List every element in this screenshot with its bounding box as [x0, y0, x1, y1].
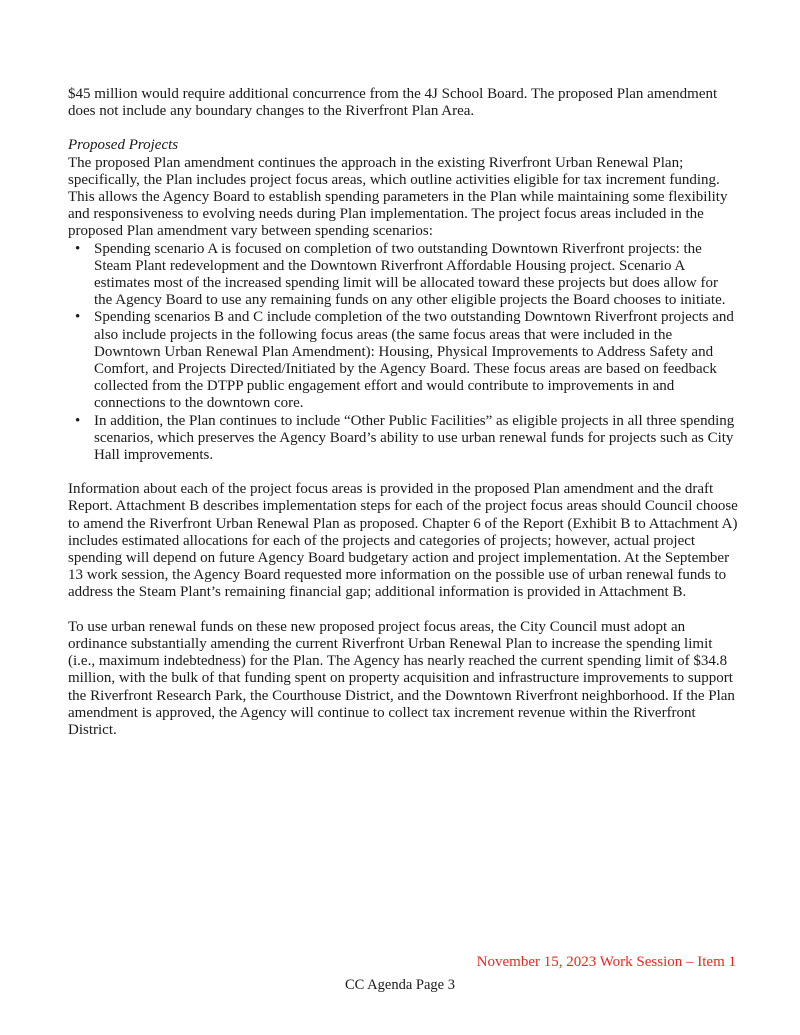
page-body — [68, 86, 740, 756]
focus-areas-info-paragraph: Information about each of the project focus areas is provided in the proposed Plan amendment and the draft Report. Attachment B describes implementation steps for each of the project focus areas should Council choose to amend the Riverfront Urban Renewal Plan as proposed. Chapter 6 of the Report (Exhibit B to Attachment A) includes estimated allocations for each of the projects and categories of projects; however, actual project spending will depend on future Agency Board budgetary action and project implementation. At the September 13 work session, the Agency Board requested more information on the possible use of urban renewal funds to address the Steam Plant’s remaining financial gap; additional information is provided in Attachment B. — [68, 481, 738, 601]
work-session-footer-label: November 15, 2023 Work Session – Item 1 — [476, 954, 736, 970]
overview-paragraph: The proposed Plan amendment continues the approach in the existing Riverfront Urban Renewal Plan; specifically, the Plan includes project focus areas, which outline activities eligible for tax increment funding. This allows the Agency Board to establish spending parameters in the Plan while maintaining some flexibility and responsiveness to evolving needs during Plan implementation. The project focus areas included in the proposed Plan amendment vary between spending scenarios: — [68, 154, 728, 240]
agenda-page-number: CC Agenda Page 3 — [345, 977, 455, 993]
bullet-other-public-facilities: • In addition, the Plan continues to include “Other Public Facilities” as eligible projects in all three spending scenarios, which preserves the Agency Board’s ability to use urban renewal funds for projects such as City Hall improvements. — [68, 413, 740, 465]
intro-paragraph: $45 million would require additional concurrence from the 4J School Board. The proposed Plan amendment does not include any boundary changes to the Riverfront Plan Area. — [68, 86, 718, 120]
bullet-scenarios-b-c: • Spending scenarios B and C include completion of the two outstanding Downtown Riverfront projects and also include projects in the following focus areas (the same focus areas that were included in the Downtown Urban Renewal Plan Amendment): Housing, Physical Improvements to Address Safety and Comfort, and Projects Directed/Initiated by the Agency Board. These focus areas are based on feedback collected from the DTPP public engagement effort and would contribute to improvements in and connections to the downtown core. — [68, 309, 740, 412]
bullet-scenario-a: • Spending scenario A is focused on completion of two outstanding Downtown Riverfront projects: the Steam Plant redevelopment and the Downtown Riverfront Affordable Housing project. Scenario A estimates most of the increased spending limit will be allocated toward these projects but does allow for the Agency Board to use any remaining funds on any other eligible projects the Board chooses to initiate. — [68, 241, 740, 310]
section-heading-proposed-projects: Proposed Projects — [68, 137, 179, 154]
funding-paragraph: To use urban renewal funds on these new proposed project focus areas, the City Council must adopt an ordinance substantially amending the current Riverfront Urban Renewal Plan to increase the spending limit (i.e., maximum indebtedness) for the Plan. The Agency has nearly reached the current spending limit of $34.8 million, with the bulk of that funding spent on property acquisition and infrastructure improvements to support the Riverfront Research Park, the Courthouse District, and the Downtown Riverfront neighborhood. If the Plan amendment is approved, the Agency will continue to collect tax increment revenue within the Riverfront District. — [68, 618, 735, 738]
scenario-bullet-list — [68, 241, 740, 465]
